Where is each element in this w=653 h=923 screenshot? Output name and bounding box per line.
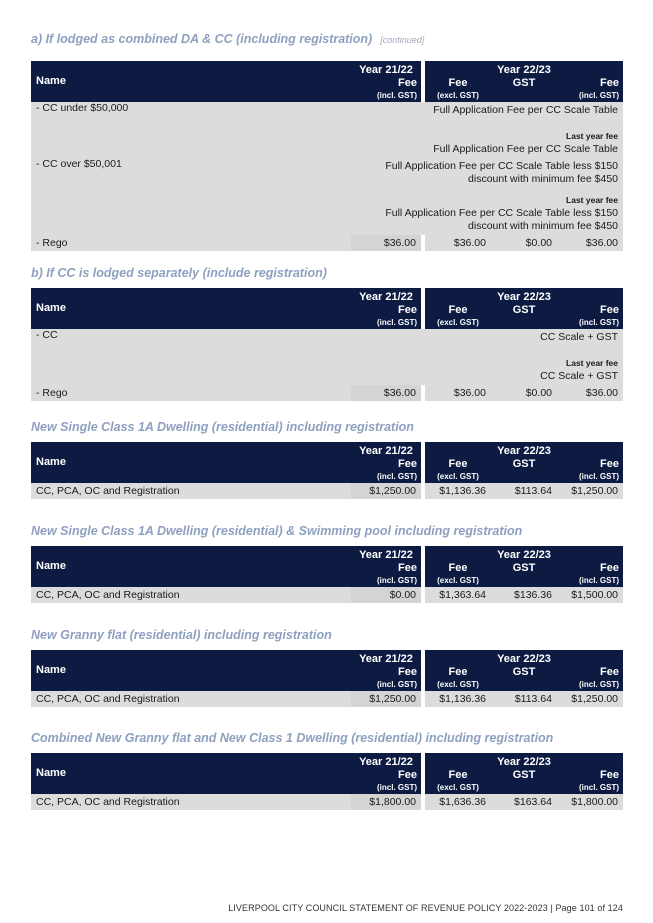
row-name: - Rego bbox=[31, 385, 351, 401]
table-row bbox=[31, 235, 623, 251]
cell-excl: $1,136.36 bbox=[425, 691, 491, 707]
col-gst: GST bbox=[491, 769, 557, 794]
section-b-table bbox=[31, 288, 623, 401]
col-prev-fee: Fee (incl. GST) bbox=[351, 562, 421, 587]
table-1-heading: New Single Class 1A Dwelling (residential) including registration bbox=[31, 420, 414, 434]
table-4 bbox=[31, 753, 623, 810]
cell-excl: $1,636.36 bbox=[425, 794, 491, 810]
table-row bbox=[31, 483, 623, 499]
col-year-prev: Year 21/22 bbox=[351, 753, 421, 769]
section-b-heading: b) If CC is lodged separately (include registration) bbox=[31, 266, 327, 280]
col-fee-excl: Fee (excl. GST) bbox=[425, 77, 491, 102]
section-a-heading bbox=[31, 32, 424, 46]
table-row bbox=[31, 385, 623, 401]
cell-incl: $1,800.00 bbox=[557, 794, 623, 810]
col-year-prev: Year 21/22 bbox=[351, 650, 421, 666]
cell-gst: $136.36 bbox=[491, 587, 557, 603]
row-name: CC, PCA, OC and Registration bbox=[31, 483, 351, 499]
col-year-prev: Year 21/22 bbox=[351, 546, 421, 562]
row-name: - CC bbox=[31, 329, 351, 385]
col-fee-excl: Fee (excl. GST) bbox=[425, 304, 491, 329]
row-name: CC, PCA, OC and Registration bbox=[31, 587, 351, 603]
cell-gst: $113.64 bbox=[491, 691, 557, 707]
col-prev-fee: Fee (incl. GST) bbox=[351, 304, 421, 329]
header-row bbox=[31, 61, 623, 77]
table-1 bbox=[31, 442, 623, 499]
row-name: - Rego bbox=[31, 235, 351, 251]
row-fee-text: Full Application Fee per CC Scale Table less $150 discount with minimum fee $450 Last year fee Full Application Fee per CC Scale Table less $150 discount with minimum fee $450 bbox=[351, 158, 623, 235]
table-row bbox=[31, 329, 623, 385]
col-name: Name bbox=[31, 442, 351, 483]
table-row bbox=[31, 794, 623, 810]
cell-incl: $36.00 bbox=[557, 235, 623, 251]
col-fee-incl: Fee (incl. GST) bbox=[557, 769, 623, 794]
section-a-table bbox=[31, 61, 623, 251]
col-name: Name bbox=[31, 546, 351, 587]
table-row bbox=[31, 158, 623, 235]
col-fee-incl: Fee (incl. GST) bbox=[557, 304, 623, 329]
col-fee-excl: Fee (excl. GST) bbox=[425, 769, 491, 794]
cell-excl: $36.00 bbox=[425, 385, 491, 401]
col-prev-fee: Fee (incl. GST) bbox=[351, 666, 421, 691]
col-year-curr: Year 22/23 bbox=[425, 288, 623, 304]
table-row bbox=[31, 691, 623, 707]
cell-gst: $113.64 bbox=[491, 483, 557, 499]
col-name: Name bbox=[31, 753, 351, 794]
col-fee-incl: Fee (incl. GST) bbox=[557, 458, 623, 483]
cell-gst: $0.00 bbox=[491, 385, 557, 401]
cell-gst: $163.64 bbox=[491, 794, 557, 810]
cell-excl: $1,136.36 bbox=[425, 483, 491, 499]
table-2 bbox=[31, 546, 623, 603]
cell-incl: $1,500.00 bbox=[557, 587, 623, 603]
col-fee-excl: Fee (excl. GST) bbox=[425, 562, 491, 587]
col-fee-excl: Fee (excl. GST) bbox=[425, 666, 491, 691]
cell-excl: $1,363.64 bbox=[425, 587, 491, 603]
col-gst: GST bbox=[491, 77, 557, 102]
col-gst: GST bbox=[491, 458, 557, 483]
cell-prev: $0.00 bbox=[351, 587, 421, 603]
col-fee-incl: Fee (incl. GST) bbox=[557, 562, 623, 587]
section-a-title: a) If lodged as combined DA & CC (including registration) bbox=[31, 32, 373, 46]
table-3-heading: New Granny flat (residential) including registration bbox=[31, 628, 332, 642]
col-prev-fee: Fee (incl. GST) bbox=[351, 458, 421, 483]
col-year-prev: Year 21/22 bbox=[351, 288, 421, 304]
col-gst: GST bbox=[491, 562, 557, 587]
cell-prev: $36.00 bbox=[351, 235, 421, 251]
page-footer: LIVERPOOL CITY COUNCIL STATEMENT OF REVENUE POLICY 2022-2023 | Page 101 of 124 bbox=[228, 903, 623, 913]
row-fee-text: CC Scale + GST Last year fee CC Scale + GST bbox=[351, 329, 623, 385]
table-row bbox=[31, 587, 623, 603]
row-name: - CC over $50,001 bbox=[31, 158, 351, 235]
table-2-heading: New Single Class 1A Dwelling (residential) & Swimming pool including registration bbox=[31, 524, 523, 538]
cell-prev: $1,800.00 bbox=[351, 794, 421, 810]
table-3 bbox=[31, 650, 623, 707]
col-year-curr: Year 22/23 bbox=[425, 546, 623, 562]
table-4-heading: Combined New Granny flat and New Class 1 Dwelling (residential) including registration bbox=[31, 731, 554, 745]
col-gst: GST bbox=[491, 304, 557, 329]
cell-incl: $1,250.00 bbox=[557, 691, 623, 707]
col-year-prev: Year 21/22 bbox=[351, 61, 421, 77]
col-fee-incl: Fee (incl. GST) bbox=[557, 666, 623, 691]
cell-gst: $0.00 bbox=[491, 235, 557, 251]
col-fee-excl: Fee (excl. GST) bbox=[425, 458, 491, 483]
col-year-curr: Year 22/23 bbox=[425, 650, 623, 666]
row-name: - CC under $50,000 bbox=[31, 102, 351, 158]
col-name: Name bbox=[31, 61, 351, 102]
col-prev-fee: Fee (incl. GST) bbox=[351, 769, 421, 794]
col-fee-incl: Fee (incl. GST) bbox=[557, 77, 623, 102]
col-gst: GST bbox=[491, 666, 557, 691]
col-prev-fee: Fee (incl. GST) bbox=[351, 77, 421, 102]
cell-prev: $36.00 bbox=[351, 385, 421, 401]
cell-incl: $36.00 bbox=[557, 385, 623, 401]
col-name: Name bbox=[31, 288, 351, 329]
row-name: CC, PCA, OC and Registration bbox=[31, 691, 351, 707]
cell-excl: $36.00 bbox=[425, 235, 491, 251]
col-year-curr: Year 22/23 bbox=[425, 753, 623, 769]
row-name: CC, PCA, OC and Registration bbox=[31, 794, 351, 810]
col-name: Name bbox=[31, 650, 351, 691]
col-year-prev: Year 21/22 bbox=[351, 442, 421, 458]
col-year-curr: Year 22/23 bbox=[425, 442, 623, 458]
table-row bbox=[31, 102, 623, 158]
cell-prev: $1,250.00 bbox=[351, 691, 421, 707]
continued-label: [continued] bbox=[380, 35, 425, 45]
cell-incl: $1,250.00 bbox=[557, 483, 623, 499]
col-year-curr: Year 22/23 bbox=[425, 61, 623, 77]
row-fee-text: Full Application Fee per CC Scale Table Last year fee Full Application Fee per CC Scale Table bbox=[351, 102, 623, 158]
cell-prev: $1,250.00 bbox=[351, 483, 421, 499]
